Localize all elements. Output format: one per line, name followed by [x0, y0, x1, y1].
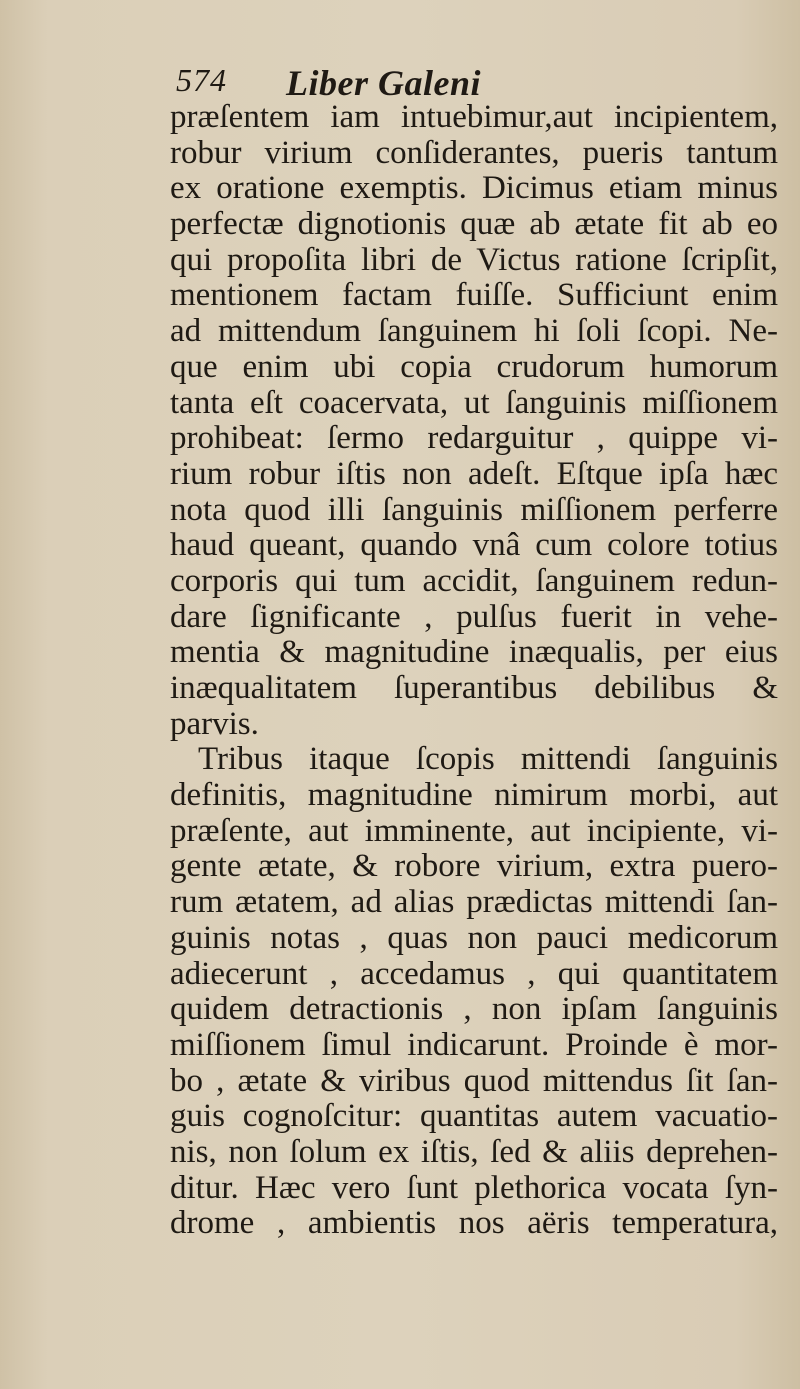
- text-line: definitis, magnitudine nimirum morbi, aut: [170, 777, 778, 814]
- text-line: tanta eſt coacervata, ut ſanguinis miſſionem: [170, 384, 778, 421]
- text-line: qui propoſita libri de Victus ratione ſcripſit,: [170, 241, 778, 278]
- body-text: [170, 100, 778, 1242]
- text-line: perfectæ dignotionis quæ ab ætate fit ab eo: [170, 206, 778, 243]
- text-line: que enim ubi copia crudorum humorum: [170, 348, 778, 385]
- text-line: parvis.: [170, 705, 259, 742]
- text-line: quidem detractionis , non ipſam ſanguinis: [170, 991, 778, 1028]
- text-line: rum ætatem, ad alias prædictas mittendi ſan-: [170, 884, 778, 921]
- page-number: 574: [176, 62, 227, 98]
- text-line: robur virium conſiderantes, pueris tantum: [170, 134, 778, 171]
- running-title: Liber Galeni: [286, 63, 481, 103]
- text-line: inæqualitatem ſuperantibus debilibus &: [170, 670, 778, 706]
- text-line: ditur. Hæc vero ſunt plethorica vocata ſyn-: [170, 1169, 778, 1206]
- text-line: nota quod illi ſanguinis miſſionem perferre: [170, 491, 778, 528]
- text-line: ex oratione exemptis. Dicimus etiam minus: [170, 170, 778, 207]
- paragraph-2: [170, 742, 778, 1242]
- text-line: præſente, aut imminente, aut incipiente, vi-: [170, 812, 778, 849]
- text-line: guinis notas , quas non pauci medicorum: [170, 919, 778, 956]
- text-line: guis cognoſcitur: quantitas autem vacuatio-: [170, 1098, 778, 1135]
- text-line: adiecerunt , accedamus , qui quantitatem: [170, 955, 778, 992]
- text-line: bo , ætate & viribus quod mittendus ſit ſan-: [170, 1062, 778, 1099]
- text-line: nis, non ſolum ex iſtis, ſed & aliis deprehen-: [170, 1133, 778, 1170]
- text-line: haud queant, quando vnâ cum colore totius: [170, 527, 778, 564]
- text-line: prohibeat: ſermo redarguitur , quippe vi-: [170, 420, 778, 457]
- paragraph-1: [170, 100, 778, 742]
- text-line: gente ætate, & robore virium, extra puero-: [170, 848, 778, 885]
- text-line: dare ſignificante , pulſus fuerit in vehe-: [170, 598, 778, 635]
- text-line: Tribus itaque ſcopis mittendi ſanguinis: [198, 741, 778, 778]
- text-line: corporis qui tum accidit, ſanguinem redun-: [170, 562, 778, 599]
- text-line: ad mittendum ſanguinem hi ſoli ſcopi. Ne-: [170, 313, 778, 350]
- text-line: miſſionem ſimul indicarunt. Proinde è mor-: [170, 1026, 778, 1063]
- text-line: drome , ambientis nos aëris temperatura,: [170, 1205, 778, 1242]
- text-line: præſentem iam intuebimur,aut incipientem,: [170, 99, 778, 135]
- text-line: mentionem factam fuiſſe. Sufficiunt enim: [170, 277, 778, 314]
- text-line: rium robur iſtis non adeſt. Eſtque ipſa hæc: [170, 455, 778, 492]
- text-line: mentia & magnitudine inæqualis, per eius: [170, 634, 778, 671]
